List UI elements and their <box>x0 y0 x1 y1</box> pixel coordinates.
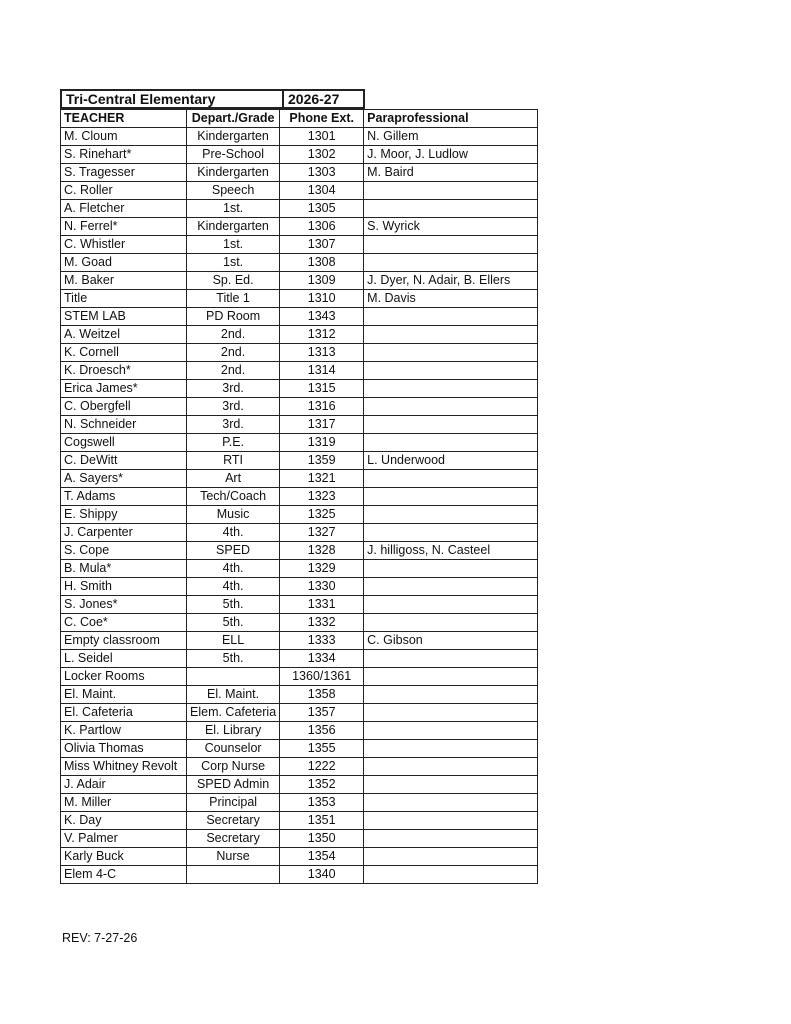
paraprofessional-cell <box>364 650 538 668</box>
paraprofessional-cell <box>364 362 538 380</box>
phone-cell: 1360/1361 <box>280 668 364 686</box>
header-row <box>61 110 538 128</box>
department-cell: Corp Nurse <box>187 758 280 776</box>
phone-cell: 1355 <box>280 740 364 758</box>
revision-note: REV: 7-27-26 <box>62 931 138 945</box>
table-row <box>61 164 538 182</box>
department-cell: Secretary <box>187 812 280 830</box>
department-cell: P.E. <box>187 434 280 452</box>
paraprofessional-cell <box>364 596 538 614</box>
table-row <box>61 866 538 884</box>
department-cell: 2nd. <box>187 326 280 344</box>
table-row <box>61 416 538 434</box>
table-row <box>61 128 538 146</box>
phone-cell: 1328 <box>280 542 364 560</box>
teacher-cell: N. Schneider <box>61 416 187 434</box>
department-cell: Art <box>187 470 280 488</box>
school-year: 2026-27 <box>283 89 365 109</box>
teacher-cell: Cogswell <box>61 434 187 452</box>
teacher-cell: K. Day <box>61 812 187 830</box>
school-name: Tri-Central Elementary <box>60 89 283 109</box>
table-row <box>61 398 538 416</box>
paraprofessional-cell <box>364 236 538 254</box>
paraprofessional-cell: L. Underwood <box>364 452 538 470</box>
department-cell: Sp. Ed. <box>187 272 280 290</box>
table-row <box>61 254 538 272</box>
phone-cell: 1314 <box>280 362 364 380</box>
header-phone: Phone Ext. <box>280 110 364 128</box>
paraprofessional-cell <box>364 812 538 830</box>
teacher-cell: Title <box>61 290 187 308</box>
teacher-cell: Miss Whitney Revolt <box>61 758 187 776</box>
table-row <box>61 362 538 380</box>
department-cell: 1st. <box>187 254 280 272</box>
department-cell: PD Room <box>187 308 280 326</box>
department-cell: 2nd. <box>187 344 280 362</box>
paraprofessional-cell: M. Baird <box>364 164 538 182</box>
paraprofessional-cell <box>364 416 538 434</box>
table-row <box>61 218 538 236</box>
phone-cell: 1302 <box>280 146 364 164</box>
phone-cell: 1309 <box>280 272 364 290</box>
phone-cell: 1310 <box>280 290 364 308</box>
department-cell: 3rd. <box>187 398 280 416</box>
department-cell: Elem. Cafeteria <box>187 704 280 722</box>
paraprofessional-cell <box>364 560 538 578</box>
staff-directory-table <box>60 109 538 884</box>
teacher-cell: B. Mula* <box>61 560 187 578</box>
teacher-cell: E. Shippy <box>61 506 187 524</box>
department-cell: Kindergarten <box>187 128 280 146</box>
phone-cell: 1315 <box>280 380 364 398</box>
teacher-cell: Erica James* <box>61 380 187 398</box>
department-cell: Principal <box>187 794 280 812</box>
department-cell: 5th. <box>187 596 280 614</box>
table-row <box>61 146 538 164</box>
table-row <box>61 542 538 560</box>
phone-cell: 1325 <box>280 506 364 524</box>
teacher-cell: Empty classroom <box>61 632 187 650</box>
paraprofessional-cell <box>364 776 538 794</box>
teacher-cell: S. Tragesser <box>61 164 187 182</box>
paraprofessional-cell: M. Davis <box>364 290 538 308</box>
table-row <box>61 722 538 740</box>
phone-cell: 1350 <box>280 830 364 848</box>
paraprofessional-cell <box>364 434 538 452</box>
table-row <box>61 272 538 290</box>
department-cell: Tech/Coach <box>187 488 280 506</box>
table-row <box>61 380 538 398</box>
paraprofessional-cell <box>364 704 538 722</box>
paraprofessional-cell <box>364 182 538 200</box>
phone-cell: 1359 <box>280 452 364 470</box>
paraprofessional-cell <box>364 380 538 398</box>
teacher-cell: C. Whistler <box>61 236 187 254</box>
teacher-cell: Olivia Thomas <box>61 740 187 758</box>
teacher-cell: C. Coe* <box>61 614 187 632</box>
paraprofessional-cell <box>364 470 538 488</box>
paraprofessional-cell <box>364 506 538 524</box>
paraprofessional-cell <box>364 578 538 596</box>
table-row <box>61 200 538 218</box>
phone-cell: 1222 <box>280 758 364 776</box>
department-cell: Pre-School <box>187 146 280 164</box>
department-cell: Speech <box>187 182 280 200</box>
table-row <box>61 308 538 326</box>
department-cell: 3rd. <box>187 416 280 434</box>
teacher-cell: STEM LAB <box>61 308 187 326</box>
table-row <box>61 344 538 362</box>
phone-cell: 1351 <box>280 812 364 830</box>
table-row <box>61 794 538 812</box>
phone-cell: 1358 <box>280 686 364 704</box>
phone-cell: 1327 <box>280 524 364 542</box>
table-row <box>61 488 538 506</box>
header-paraprofessional: Paraprofessional <box>364 110 538 128</box>
teacher-cell: C. Roller <box>61 182 187 200</box>
department-cell: RTI <box>187 452 280 470</box>
teacher-cell: El. Cafeteria <box>61 704 187 722</box>
paraprofessional-cell: J. hilligoss, N. Casteel <box>364 542 538 560</box>
table-row <box>61 434 538 452</box>
paraprofessional-cell <box>364 830 538 848</box>
phone-cell: 1353 <box>280 794 364 812</box>
department-cell: 3rd. <box>187 380 280 398</box>
department-cell: El. Maint. <box>187 686 280 704</box>
department-cell: 2nd. <box>187 362 280 380</box>
phone-cell: 1305 <box>280 200 364 218</box>
teacher-cell: S. Jones* <box>61 596 187 614</box>
phone-cell: 1343 <box>280 308 364 326</box>
teacher-cell: C. DeWitt <box>61 452 187 470</box>
phone-cell: 1356 <box>280 722 364 740</box>
phone-cell: 1334 <box>280 650 364 668</box>
department-cell: SPED Admin <box>187 776 280 794</box>
table-row <box>61 848 538 866</box>
teacher-cell: Karly Buck <box>61 848 187 866</box>
department-cell: 4th. <box>187 578 280 596</box>
header-department: Depart./Grade <box>187 110 280 128</box>
table-row <box>61 290 538 308</box>
table-row <box>61 524 538 542</box>
table-row <box>61 470 538 488</box>
department-cell: 5th. <box>187 650 280 668</box>
phone-cell: 1316 <box>280 398 364 416</box>
paraprofessional-cell <box>364 686 538 704</box>
paraprofessional-cell <box>364 524 538 542</box>
table-row <box>61 182 538 200</box>
table-row <box>61 704 538 722</box>
paraprofessional-cell <box>364 758 538 776</box>
department-cell: Kindergarten <box>187 164 280 182</box>
table-row <box>61 668 538 686</box>
department-cell: 4th. <box>187 560 280 578</box>
department-cell: 4th. <box>187 524 280 542</box>
phone-cell: 1306 <box>280 218 364 236</box>
department-cell: Kindergarten <box>187 218 280 236</box>
table-row <box>61 740 538 758</box>
phone-cell: 1312 <box>280 326 364 344</box>
teacher-cell: K. Droesch* <box>61 362 187 380</box>
teacher-cell: A. Weitzel <box>61 326 187 344</box>
teacher-cell: Elem 4-C <box>61 866 187 884</box>
phone-cell: 1332 <box>280 614 364 632</box>
paraprofessional-cell <box>364 668 538 686</box>
department-cell <box>187 866 280 884</box>
phone-cell: 1319 <box>280 434 364 452</box>
paraprofessional-cell <box>364 398 538 416</box>
department-cell: 1st. <box>187 200 280 218</box>
phone-cell: 1323 <box>280 488 364 506</box>
table-row <box>61 776 538 794</box>
teacher-cell: M. Goad <box>61 254 187 272</box>
department-cell <box>187 668 280 686</box>
paraprofessional-cell <box>364 722 538 740</box>
title-row <box>60 89 365 109</box>
teacher-cell: M. Miller <box>61 794 187 812</box>
paraprofessional-cell <box>364 308 538 326</box>
paraprofessional-cell <box>364 740 538 758</box>
phone-cell: 1331 <box>280 596 364 614</box>
table-row <box>61 578 538 596</box>
phone-cell: 1313 <box>280 344 364 362</box>
phone-cell: 1317 <box>280 416 364 434</box>
paraprofessional-cell: N. Gillem <box>364 128 538 146</box>
table-row <box>61 506 538 524</box>
table-row <box>61 596 538 614</box>
teacher-cell: N. Ferrel* <box>61 218 187 236</box>
teacher-cell: A. Sayers* <box>61 470 187 488</box>
paraprofessional-cell <box>364 326 538 344</box>
teacher-cell: El. Maint. <box>61 686 187 704</box>
teacher-cell: J. Carpenter <box>61 524 187 542</box>
paraprofessional-cell <box>364 848 538 866</box>
table-row <box>61 632 538 650</box>
table-row <box>61 812 538 830</box>
header-teacher: TEACHER <box>61 110 187 128</box>
paraprofessional-cell <box>364 794 538 812</box>
teacher-cell: Locker Rooms <box>61 668 187 686</box>
teacher-cell: M. Baker <box>61 272 187 290</box>
department-cell: 5th. <box>187 614 280 632</box>
teacher-cell: A. Fletcher <box>61 200 187 218</box>
table-row <box>61 614 538 632</box>
phone-cell: 1308 <box>280 254 364 272</box>
table-row <box>61 650 538 668</box>
teacher-cell: H. Smith <box>61 578 187 596</box>
table-row <box>61 758 538 776</box>
paraprofessional-cell <box>364 344 538 362</box>
table-row <box>61 830 538 848</box>
teacher-cell: J. Adair <box>61 776 187 794</box>
paraprofessional-cell <box>364 254 538 272</box>
department-cell: Secretary <box>187 830 280 848</box>
phone-cell: 1329 <box>280 560 364 578</box>
paraprofessional-cell: S. Wyrick <box>364 218 538 236</box>
department-cell: ELL <box>187 632 280 650</box>
teacher-cell: S. Cope <box>61 542 187 560</box>
teacher-cell: L. Seidel <box>61 650 187 668</box>
teacher-cell: C. Obergfell <box>61 398 187 416</box>
teacher-cell: K. Partlow <box>61 722 187 740</box>
department-cell: 1st. <box>187 236 280 254</box>
teacher-cell: K. Cornell <box>61 344 187 362</box>
phone-cell: 1301 <box>280 128 364 146</box>
phone-cell: 1321 <box>280 470 364 488</box>
paraprofessional-cell <box>364 200 538 218</box>
phone-cell: 1333 <box>280 632 364 650</box>
phone-cell: 1307 <box>280 236 364 254</box>
paraprofessional-cell: J. Moor, J. Ludlow <box>364 146 538 164</box>
table-row <box>61 452 538 470</box>
department-cell: SPED <box>187 542 280 560</box>
phone-cell: 1357 <box>280 704 364 722</box>
phone-cell: 1303 <box>280 164 364 182</box>
phone-cell: 1352 <box>280 776 364 794</box>
phone-cell: 1340 <box>280 866 364 884</box>
paraprofessional-cell: C. Gibson <box>364 632 538 650</box>
table-row <box>61 326 538 344</box>
paraprofessional-cell <box>364 614 538 632</box>
department-cell: Music <box>187 506 280 524</box>
paraprofessional-cell <box>364 866 538 884</box>
phone-cell: 1330 <box>280 578 364 596</box>
department-cell: Counselor <box>187 740 280 758</box>
department-cell: Nurse <box>187 848 280 866</box>
teacher-cell: T. Adams <box>61 488 187 506</box>
teacher-cell: S. Rinehart* <box>61 146 187 164</box>
table-row <box>61 236 538 254</box>
department-cell: El. Library <box>187 722 280 740</box>
paraprofessional-cell: J. Dyer, N. Adair, B. Ellers <box>364 272 538 290</box>
table-row <box>61 686 538 704</box>
teacher-cell: M. Cloum <box>61 128 187 146</box>
teacher-cell: V. Palmer <box>61 830 187 848</box>
table-row <box>61 560 538 578</box>
phone-cell: 1354 <box>280 848 364 866</box>
phone-cell: 1304 <box>280 182 364 200</box>
department-cell: Title 1 <box>187 290 280 308</box>
paraprofessional-cell <box>364 488 538 506</box>
